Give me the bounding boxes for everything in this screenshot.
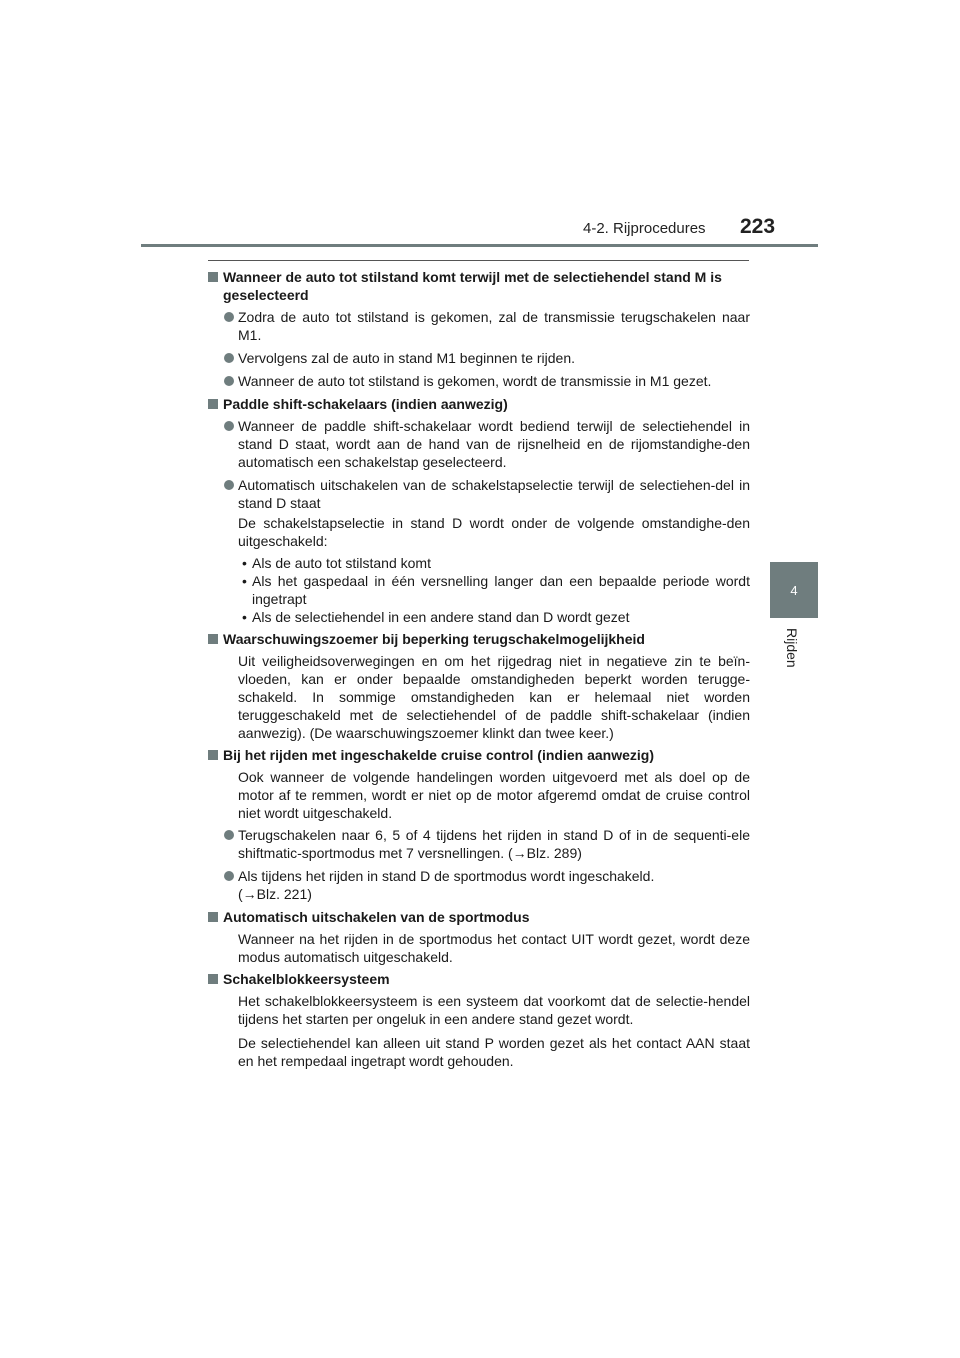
circle-bullet-icon (224, 421, 234, 431)
bullet-item (208, 308, 750, 344)
bullet-text: Vervolgens zal de auto in stand M1 beginnen te rijden. (238, 350, 576, 366)
page-content (208, 268, 750, 1074)
paragraph: Het schakelblokkeersysteem is een systeem dat voorkomt dat de selectie-hendel tijdens het starten per ongeluk in een andere stand gezet wordt. (238, 993, 750, 1027)
circle-bullet-icon (224, 830, 234, 840)
paragraph: Ook wanneer de volgende handelingen worden uitgevoerd met als doel op de motor af te remmen, wordt er niet op de motor afgeremd omdat de cruise control niet wordt uitgeschakeld. (238, 769, 750, 821)
list-marker: • (242, 555, 247, 571)
bullet-paragraph: De schakelstapselectie in stand D wordt onder de volgende omstandighe-den uitgeschakeld: (238, 515, 750, 549)
bullet-text: Als tijdens het rijden in stand D de sportmodus wordt ingeschakeld. (→Blz. 221) (238, 868, 655, 902)
sub-item-text: Als het gaspedaal in één versnelling langer dan een bepaalde periode wordt ingetrapt (252, 573, 750, 607)
sub-item-text: Als de auto tot stilstand komt (252, 555, 431, 571)
heading-text: Paddle shift-schakelaars (indien aanwezig) (223, 396, 508, 412)
chapter-tab (770, 562, 818, 618)
bullet-item (208, 349, 750, 367)
bullet-text: Zodra de auto tot stilstand is gekomen, zal de transmissie terugschakelen naar M1. (238, 309, 750, 343)
bullet-text: Wanneer de auto tot stilstand is gekomen, wordt de transmissie in M1 gezet. (238, 373, 712, 389)
bullet-item (208, 826, 750, 862)
chapter-number: 4 (790, 582, 798, 598)
heading-text: Waarschuwingszoemer bij beperking terugschakelmogelijkheid (223, 631, 645, 647)
sub-list-item (208, 572, 750, 608)
circle-bullet-icon (224, 376, 234, 386)
bullet-item (208, 476, 750, 512)
sub-list-item (208, 554, 750, 572)
content-top-rule (208, 260, 749, 261)
square-bullet-icon (208, 399, 218, 409)
section-heading (208, 746, 750, 764)
circle-bullet-icon (224, 312, 234, 322)
heading-text: Bij het rijden met ingeschakelde cruise control (indien aanwezig) (223, 747, 654, 763)
paragraph: De selectiehendel kan alleen uit stand P worden gezet als het contact AAN staat en het rempedaal ingetrapt wordt gehouden. (238, 1035, 750, 1069)
square-bullet-icon (208, 912, 218, 922)
square-bullet-icon (208, 750, 218, 760)
paragraph: Wanneer na het rijden in de sportmodus het contact UIT wordt gezet, wordt deze modus automatisch uitgeschakeld. (238, 931, 750, 965)
chapter-label: Rijden (784, 628, 800, 668)
heading-text: Automatisch uitschakelen van de sportmodus (223, 909, 530, 925)
circle-bullet-icon (224, 353, 234, 363)
paragraph: Uit veiligheidsoverwegingen en om het rijgedrag niet in negatieve zin te beïn-vloeden, kan er onder bepaalde omstandigheden beperkt worden terugge-schakeld. In sommige omstandigheden kan er helemaal niet worden teruggeschakeld met de selectiehendel of de paddle shift-schakelaar (indien aanwezig). (De waarschuwingszoemer klinkt dan twee keer.) (238, 653, 750, 741)
square-bullet-icon (208, 634, 218, 644)
bullet-text: Terugschakelen naar 6, 5 of 4 tijdens het rijden in stand D of in de sequenti-ele shiftmatic-sportmodus met 7 versnellingen. (→Blz. 289) (238, 827, 750, 861)
heading-text: Schakelblokkeersysteem (223, 971, 390, 987)
section-heading (208, 395, 750, 413)
square-bullet-icon (208, 974, 218, 984)
circle-bullet-icon (224, 871, 234, 881)
heading-text: Wanneer de auto tot stilstand komt terwijl met de selectiehendel stand M is geselecteerd (223, 269, 722, 303)
sub-item-text: Als de selectiehendel in een andere stand dan D wordt gezet (252, 609, 630, 625)
page-number: 223 (740, 215, 776, 238)
bullet-text: Wanneer de paddle shift-schakelaar wordt bediend terwijl de selectiehendel in stand D staat, wordt aan de hand van de rijsnelheid en de rijomstandighe-den automatisch een schakelstap geselecteerd. (238, 418, 750, 470)
header-section-title: 4-2. Rijprocedures (583, 220, 706, 237)
bullet-item (208, 372, 750, 390)
header-rule (141, 244, 818, 247)
section-heading (208, 970, 750, 988)
circle-bullet-icon (224, 480, 234, 490)
section-heading (208, 908, 750, 926)
bullet-item (208, 867, 750, 903)
section-heading (208, 630, 750, 648)
list-marker: • (242, 609, 247, 625)
list-marker: • (242, 573, 247, 589)
bullet-text: Automatisch uitschakelen van de schakelstapselectie terwijl de selectiehen-del in stand D staat (238, 477, 750, 511)
sub-list-item (208, 608, 750, 626)
square-bullet-icon (208, 272, 218, 282)
section-heading (208, 268, 750, 304)
bullet-item (208, 417, 750, 471)
